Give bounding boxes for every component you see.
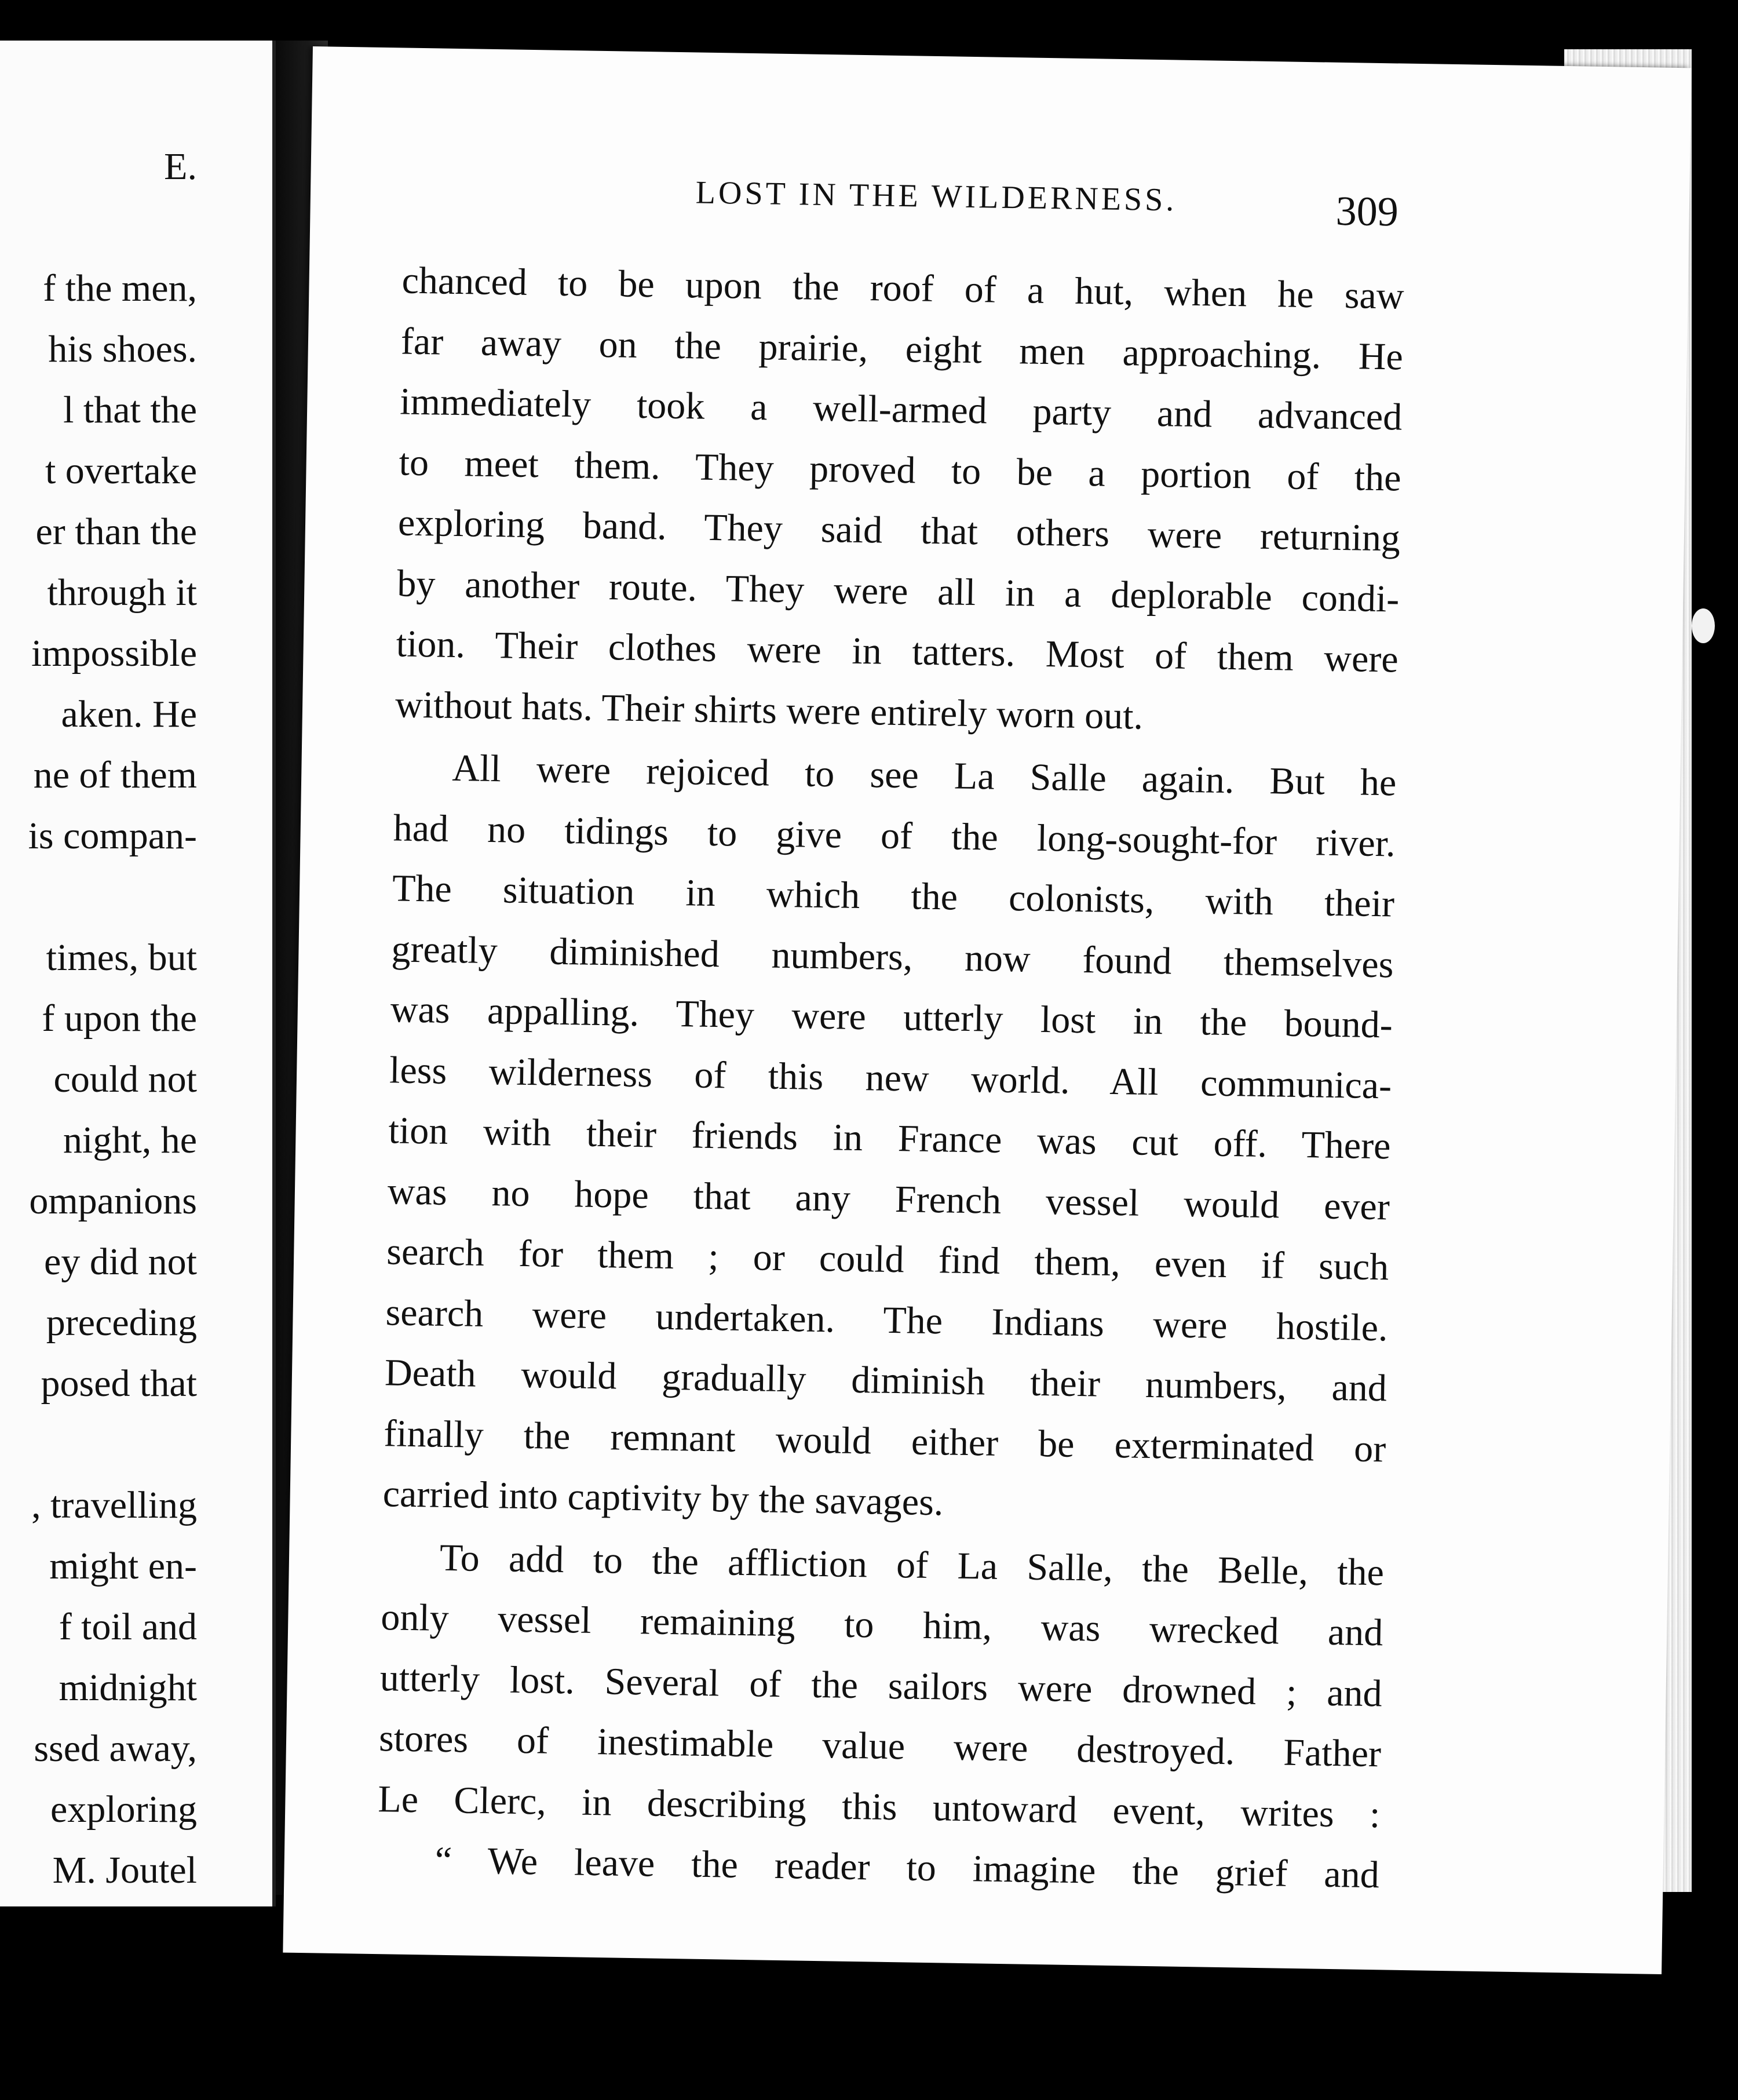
- text-line: Death would gradually diminish their numbers, and: [384, 1351, 1388, 1410]
- text-line: by another route. They were all in a deplorable condi-: [396, 562, 1400, 621]
- left-page-line: , travelling: [31, 1484, 197, 1526]
- left-page-line: f the men,: [43, 267, 197, 309]
- left-page-line: ne of them: [33, 754, 197, 796]
- left-page-line: posed that: [41, 1362, 197, 1405]
- running-head: LOST IN THE WILDERNESS.: [695, 174, 1177, 218]
- left-page-line: is compan-: [28, 815, 197, 857]
- left-page-line: times, but: [46, 936, 197, 979]
- text-line: tion with their friends in France was cut off. There: [388, 1109, 1391, 1168]
- text-line: stores of inestimable value were destroyed. Father: [378, 1717, 1382, 1775]
- page-number: 309: [1335, 187, 1399, 235]
- left-page-line: night, he: [63, 1119, 197, 1161]
- text-line: tion. Their clothes were in tatters. Most of them were: [396, 622, 1399, 681]
- left-page: [0, 41, 276, 1906]
- text-line: was no hope that any French vessel would ever: [387, 1169, 1390, 1228]
- text-line: without hats. Their shirts were entirely worn out.: [395, 683, 1144, 738]
- text-line: utterly lost. Several of the sailors were drowned ; and: [379, 1656, 1383, 1715]
- text-line: chanced to be upon the roof of a hut, when he saw: [401, 259, 1405, 318]
- text-line: only vessel remaining to him, was wrecked and: [380, 1596, 1383, 1654]
- left-page-line: might en-: [49, 1545, 197, 1587]
- text-line: immediately took a well-armed party and advanced: [399, 380, 1403, 439]
- text-line: search were undertaken. The Indians were hostile.: [385, 1290, 1389, 1349]
- left-page-line: f toil and: [59, 1606, 197, 1648]
- right-page: [283, 46, 1691, 1974]
- left-page-line: through it: [47, 571, 197, 614]
- left-page-line: exploring: [50, 1788, 197, 1831]
- text-line: carried into captivity by the savages.: [382, 1472, 944, 1524]
- left-page-line: M. Joutel: [52, 1849, 197, 1891]
- text-line: search for them ; or could find them, even if such: [386, 1230, 1389, 1289]
- left-page-line: t overtake: [45, 450, 197, 492]
- left-page-line: preceding: [46, 1301, 197, 1344]
- left-page-line: impossible: [31, 632, 197, 675]
- paper-speck: [1692, 608, 1715, 643]
- text-line: The situation in which the colonists, with their: [392, 867, 1395, 925]
- text-line: exploring band. They said that others were returning: [397, 501, 1401, 560]
- text-line: less wilderness of this new world. All communica-: [389, 1048, 1392, 1107]
- left-page-line: E.: [164, 145, 197, 188]
- left-page-line: ssed away,: [34, 1727, 197, 1770]
- text-line: had no tidings to give of the long-sought-for river.: [393, 806, 1396, 865]
- left-page-line: ompanions: [29, 1180, 197, 1222]
- text-line: to meet them. They proved to be a portion of the: [399, 440, 1402, 500]
- body-text: [377, 250, 1404, 1905]
- text-line: greatly diminished numbers, now found themselves: [390, 927, 1394, 986]
- left-page-line: midnight: [59, 1667, 197, 1709]
- text-line: “ We leave the reader to imagine the grief and: [434, 1839, 1380, 1897]
- text-line: Le Clerc, in describing this untoward event, writes :: [377, 1777, 1381, 1836]
- left-page-line: f upon the: [42, 997, 197, 1040]
- left-page-line: could not: [53, 1058, 197, 1100]
- left-page-line: ey did not: [44, 1241, 197, 1283]
- left-page-line: aken. He: [61, 693, 197, 735]
- left-page-line: er than the: [35, 511, 197, 553]
- text-line: All were rejoiced to see La Salle again. But he: [451, 746, 1397, 804]
- text-line: was appalling. They were utterly lost in the bound-: [390, 988, 1393, 1047]
- text-line: finally the remnant would either be exterminated or: [383, 1412, 1386, 1470]
- text-line: far away on the prairie, eight men approaching. He: [400, 319, 1404, 378]
- left-page-line: his shoes.: [48, 328, 197, 370]
- left-page-line: l that the: [63, 389, 197, 431]
- text-line: To add to the affliction of La Salle, the Belle, the: [439, 1536, 1385, 1594]
